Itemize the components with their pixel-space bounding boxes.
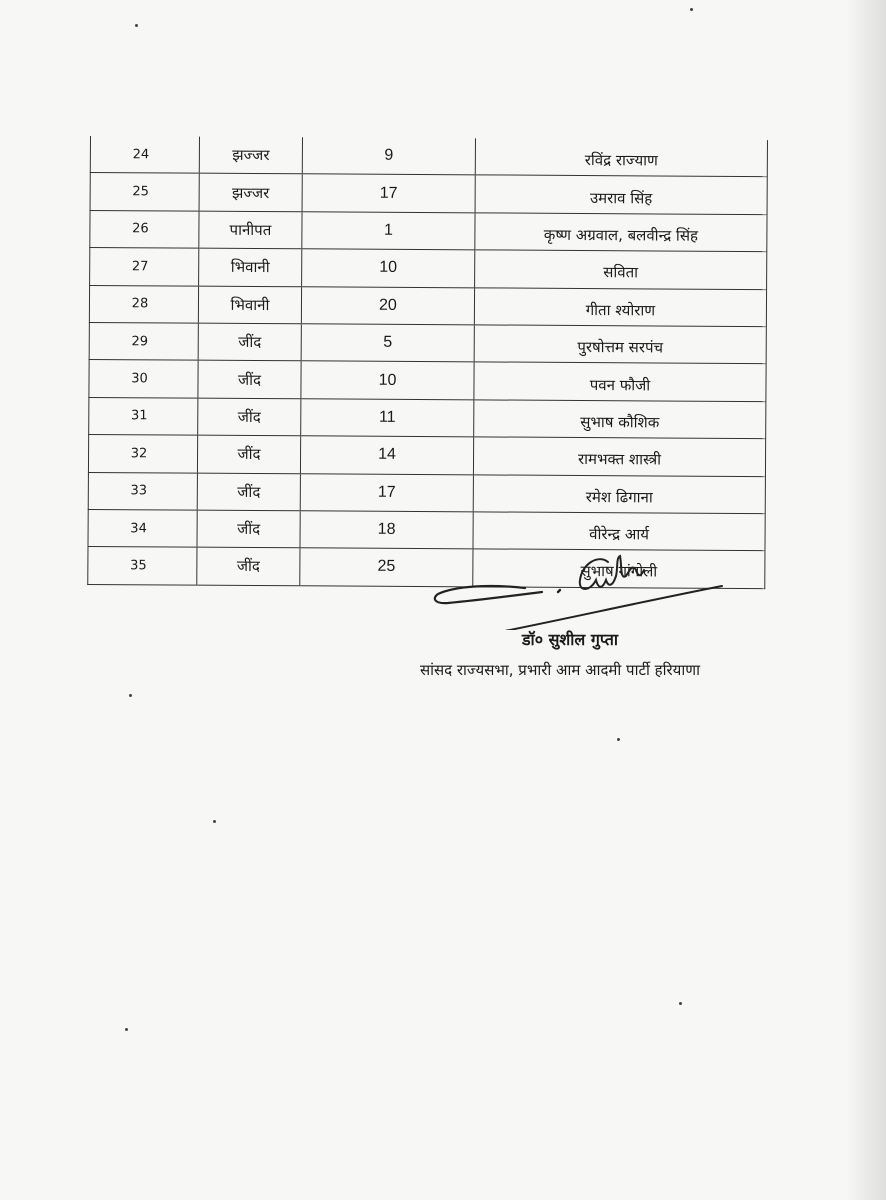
table-row	[89, 397, 766, 439]
candidate-name-cell: रामभक्त शास्त्री	[473, 437, 765, 476]
serial-number-cell: 33	[88, 472, 197, 510]
candidate-name-cell: पवन फौजी	[474, 362, 766, 401]
serial-number-cell: 31	[89, 397, 198, 435]
district-cell: जींद	[198, 361, 301, 399]
serial-number-cell: 24	[90, 136, 199, 174]
serial-number-cell: 26	[90, 210, 199, 248]
ward-number-cell: 25	[300, 548, 473, 586]
district-cell: जींद	[197, 547, 300, 585]
table-body	[88, 136, 768, 588]
serial-number-cell: 35	[88, 547, 197, 585]
candidate-table	[87, 136, 768, 589]
ward-number-cell: 11	[301, 399, 474, 437]
table-row	[88, 435, 765, 477]
district-cell: झज्जर	[199, 137, 302, 175]
table-row	[90, 136, 767, 177]
candidate-name-cell: गीता श्योराण	[474, 287, 766, 326]
candidate-name-cell: पुरषोत्तम सरपंच	[474, 325, 766, 364]
ward-number-cell: 5	[301, 324, 474, 362]
candidate-name-cell: सविता	[475, 250, 767, 289]
district-cell: जींद	[197, 435, 300, 473]
district-cell: झज्जर	[199, 174, 302, 212]
scan-speck	[679, 1002, 682, 1005]
ward-number-cell: 9	[302, 137, 475, 175]
district-cell: भिवानी	[198, 286, 301, 324]
serial-number-cell: 29	[89, 322, 198, 360]
table-row	[89, 360, 766, 402]
scan-speck	[213, 820, 216, 823]
district-cell: पानीपत	[199, 211, 302, 249]
candidate-name-cell: रमेश ढिगाना	[473, 474, 765, 513]
district-cell: जींद	[198, 323, 301, 361]
table-row	[90, 173, 767, 215]
candidate-name-cell: वीरेन्द्र आर्य	[473, 512, 765, 551]
ward-number-cell: 14	[300, 436, 473, 474]
district-cell: जींद	[198, 398, 301, 436]
serial-number-cell: 32	[88, 435, 197, 473]
candidate-name-cell: कृष्ण अग्रवाल, बलवीन्द्र सिंह	[475, 213, 767, 252]
district-cell: भिवानी	[199, 248, 302, 286]
serial-number-cell: 34	[88, 509, 197, 547]
table-row	[89, 285, 766, 327]
ward-number-cell: 17	[302, 174, 475, 212]
table-row	[89, 322, 766, 364]
ward-number-cell: 18	[300, 511, 473, 549]
ward-number-cell: 10	[302, 249, 475, 287]
scan-speck	[135, 24, 138, 27]
ward-number-cell: 17	[300, 473, 473, 511]
serial-number-cell: 28	[89, 285, 198, 323]
table-row	[90, 248, 767, 290]
page-edge-shadow	[846, 0, 886, 1200]
candidate-name-cell: रविंद्र राज्याण	[475, 138, 767, 177]
scan-speck	[129, 694, 132, 697]
district-cell: जींद	[197, 473, 300, 511]
table-row	[90, 210, 767, 252]
candidate-name-cell: उमराव सिंह	[475, 175, 767, 214]
scan-speck	[690, 8, 693, 11]
candidate-name-cell: सुभाष कौशिक	[474, 400, 766, 439]
ward-number-cell: 20	[301, 286, 474, 324]
serial-number-cell: 30	[89, 360, 198, 398]
scan-speck	[617, 738, 620, 741]
ward-number-cell: 1	[302, 212, 475, 250]
district-cell: जींद	[197, 510, 300, 548]
signer-name: डॉ० सुशील गुप्ता	[522, 630, 619, 649]
candidate-name-cell: सुभाष गांगोली	[473, 549, 765, 588]
scan-speck	[125, 1028, 128, 1031]
serial-number-cell: 27	[90, 248, 199, 286]
table-row	[88, 472, 765, 514]
serial-number-cell: 25	[90, 173, 199, 211]
signer-title: सांसद राज्यसभा, प्रभारी आम आदमी पार्टी हरियाणा	[420, 661, 700, 679]
ward-number-cell: 10	[301, 361, 474, 399]
signature-image	[430, 540, 730, 630]
